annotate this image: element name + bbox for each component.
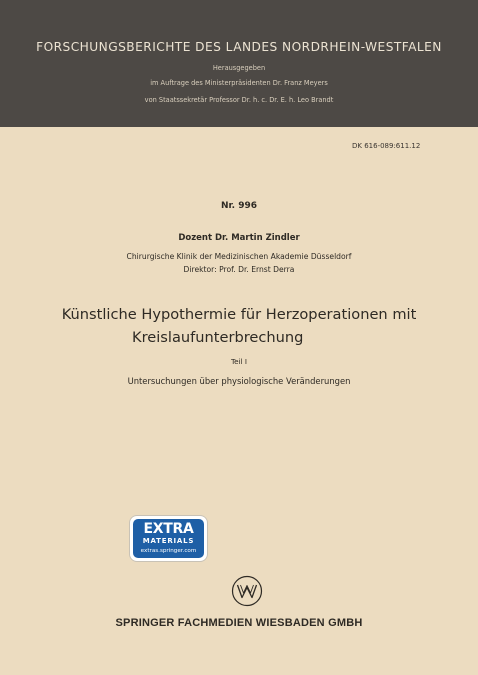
editor-line-1: Herausgegeben [212,64,266,72]
part-label: Teil I [231,357,247,366]
editor-line-2: im Auftrage des Ministerpräsidenten Dr. Franz Meyers [150,79,328,87]
report-number: Nr. 996 [220,201,258,211]
subtitle: Untersuchungen über physiologische Veränderungen [127,376,351,386]
springer-w-circle-icon [231,575,263,607]
author-director: Direktor: Prof. Dr. Ernst Derra [183,265,295,274]
badge-inner [133,519,204,558]
classification-code: DK 616-089:611.12 [352,142,421,150]
badge-materials-text: MATERIALS [142,537,195,545]
author-name: Dozent Dr. Martin Zindler [178,233,300,243]
author-institution: Chirurgische Klinik der Medizinischen Akademie Düsseldorf [126,252,352,261]
title-line-1: Künstliche Hypothermie für Herzoperationen mit [61,306,417,323]
title-line-2: Kreislaufunterbrechung [132,329,304,346]
header-band [0,0,478,127]
extra-materials-badge[interactable] [130,516,207,561]
editor-line-3: von Staatssekretär Professor Dr. h. c. Dr. E. h. Leo Brandt [144,96,334,104]
publisher-name: SPRINGER FACHMEDIEN WIESBADEN GMBH [115,617,363,629]
series-title: FORSCHUNGSBERICHTE DES LANDES NORDRHEIN-WESTFALEN [36,40,442,54]
badge-extra-text: EXTRA [143,521,194,537]
badge-url-text: extras.springer.com [140,548,197,554]
